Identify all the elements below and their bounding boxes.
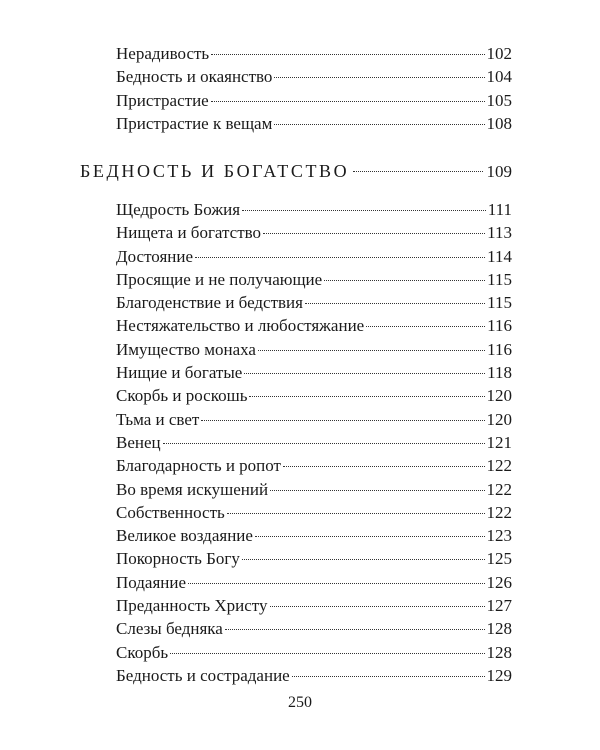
toc-entry-title: Пристрастие bbox=[116, 90, 209, 110]
toc-entry-title: Покорность Богу bbox=[116, 549, 240, 569]
dot-leader bbox=[255, 536, 485, 537]
toc-entry bbox=[116, 42, 512, 65]
dot-leader bbox=[353, 171, 482, 172]
dot-leader bbox=[211, 101, 485, 102]
toc-entry-title: Щедрость Божия bbox=[116, 200, 241, 219]
toc-entry-page-number: 127 bbox=[486, 596, 512, 616]
toc-entry-title: Тьма и свет bbox=[116, 409, 200, 429]
toc-entry-page-number: 116 bbox=[487, 339, 512, 359]
toc-entry bbox=[116, 291, 512, 314]
toc-entry-title: Венец bbox=[116, 432, 161, 452]
toc-entry-page-number: 115 bbox=[487, 269, 512, 289]
toc-entry-page-number: 102 bbox=[486, 44, 512, 63]
toc-entry-page-number: 122 bbox=[486, 502, 512, 522]
dot-leader bbox=[242, 559, 485, 560]
toc-entry bbox=[116, 221, 512, 244]
toc-entry-page-number: 104 bbox=[486, 67, 512, 87]
toc-entry-page-number: 118 bbox=[487, 363, 512, 383]
toc-entry bbox=[116, 112, 512, 135]
toc-entry bbox=[116, 384, 512, 407]
toc-top-entries bbox=[116, 42, 512, 135]
toc-entry-page-number: 129 bbox=[486, 665, 512, 685]
toc-entry-title: Благоденствие и бедствия bbox=[116, 293, 303, 313]
toc-entry-page-number: 114 bbox=[487, 246, 512, 266]
dot-leader bbox=[305, 303, 485, 304]
toc-entry bbox=[116, 268, 512, 291]
toc-entry-title: Нищета и богатство bbox=[116, 223, 262, 243]
toc-entry bbox=[116, 431, 512, 454]
dot-leader bbox=[366, 326, 485, 327]
toc-entry-page-number: 120 bbox=[486, 386, 512, 406]
toc-entry-title: Бедность и окаянство bbox=[116, 67, 273, 87]
dot-leader bbox=[242, 210, 486, 211]
toc-entry-page-number: 126 bbox=[486, 572, 512, 592]
toc-entry bbox=[116, 65, 512, 88]
toc-section-heading bbox=[80, 158, 512, 185]
dot-leader bbox=[283, 466, 485, 467]
toc-entry-title: Нерадивость bbox=[116, 44, 210, 63]
dot-leader bbox=[292, 676, 485, 677]
toc-entry bbox=[116, 89, 512, 112]
toc-entry bbox=[116, 198, 512, 221]
toc-entry-title: Благодарность и ропот bbox=[116, 456, 281, 476]
toc-entry-page-number: 125 bbox=[486, 549, 512, 569]
dot-leader bbox=[249, 396, 484, 397]
toc-section-entries bbox=[116, 198, 512, 687]
toc-entry-page-number: 115 bbox=[487, 293, 512, 313]
dot-leader bbox=[170, 653, 484, 654]
toc-entry-page-number: 116 bbox=[487, 316, 512, 336]
toc-entry-title: Имущество монаха bbox=[116, 339, 256, 359]
toc-entry-title: Собственность bbox=[116, 502, 225, 522]
toc-entry bbox=[116, 594, 512, 617]
dot-leader bbox=[244, 373, 485, 374]
dot-leader bbox=[195, 257, 485, 258]
toc-entry-title: Достояние bbox=[116, 246, 194, 266]
toc-entry-page-number: 122 bbox=[486, 479, 512, 499]
dot-leader bbox=[258, 350, 485, 351]
toc-entry-title: Во время искушений bbox=[116, 479, 269, 499]
toc-entry-title: Слезы бедняка bbox=[116, 619, 223, 639]
toc-entry-page-number: 105 bbox=[486, 90, 512, 110]
toc-entry-page-number: 111 bbox=[487, 200, 512, 219]
dot-leader bbox=[274, 77, 484, 78]
toc-entry bbox=[116, 478, 512, 501]
toc-entry bbox=[116, 361, 512, 384]
toc-entry-title: Великое воздаяние bbox=[116, 526, 253, 546]
toc-entry-page-number: 113 bbox=[487, 223, 512, 243]
toc-entry-page-number: 120 bbox=[486, 409, 512, 429]
toc-entry bbox=[116, 524, 512, 547]
dot-leader bbox=[188, 583, 484, 584]
toc-entry bbox=[116, 571, 512, 594]
toc-entry bbox=[116, 501, 512, 524]
toc-entry bbox=[116, 617, 512, 640]
toc-entry-page-number: 128 bbox=[486, 619, 512, 639]
toc-entry bbox=[116, 547, 512, 570]
dot-leader bbox=[270, 490, 484, 491]
dot-leader bbox=[270, 606, 485, 607]
toc-entry-title: Просящие и не получающие bbox=[116, 269, 323, 289]
dot-leader bbox=[324, 280, 485, 281]
toc-entry-page-number: 128 bbox=[486, 642, 512, 662]
toc-entry-title: Нестяжательство и любостяжание bbox=[116, 316, 365, 336]
toc-entry-page-number: 121 bbox=[486, 432, 512, 452]
dot-leader bbox=[227, 513, 485, 514]
toc-entry-title: Нищие и богатые bbox=[116, 363, 243, 383]
toc-entry-title: Подаяние bbox=[116, 572, 187, 592]
dot-leader bbox=[163, 443, 485, 444]
section-title: БЕДНОСТЬ И БОГАТСТВО bbox=[80, 161, 350, 181]
toc-entry bbox=[116, 408, 512, 431]
toc-entry bbox=[116, 338, 512, 361]
toc-entry-page-number: 108 bbox=[486, 113, 512, 133]
toc-entry-title: Скорбь bbox=[116, 642, 169, 662]
toc-entry-title: Пристрастие к вещам bbox=[116, 113, 273, 133]
toc-entry bbox=[116, 664, 512, 687]
toc-entry bbox=[116, 454, 512, 477]
toc-entry-page-number: 122 bbox=[486, 456, 512, 476]
page-footer-number: 250 bbox=[288, 694, 312, 711]
dot-leader bbox=[211, 54, 484, 55]
dot-leader bbox=[201, 420, 484, 421]
toc-entry-page-number: 123 bbox=[486, 526, 512, 546]
toc-entry-title: Скорбь и роскошь bbox=[116, 386, 248, 406]
dot-leader bbox=[274, 124, 484, 125]
toc-entry bbox=[116, 314, 512, 337]
toc-entry-title: Преданность Христу bbox=[116, 596, 268, 616]
toc-entry-title: Бедность и сострадание bbox=[116, 665, 290, 685]
dot-leader bbox=[263, 233, 485, 234]
section-page-number: 109 bbox=[486, 162, 512, 181]
dot-leader bbox=[225, 629, 485, 630]
toc-entry bbox=[116, 641, 512, 664]
toc-entry bbox=[116, 245, 512, 268]
